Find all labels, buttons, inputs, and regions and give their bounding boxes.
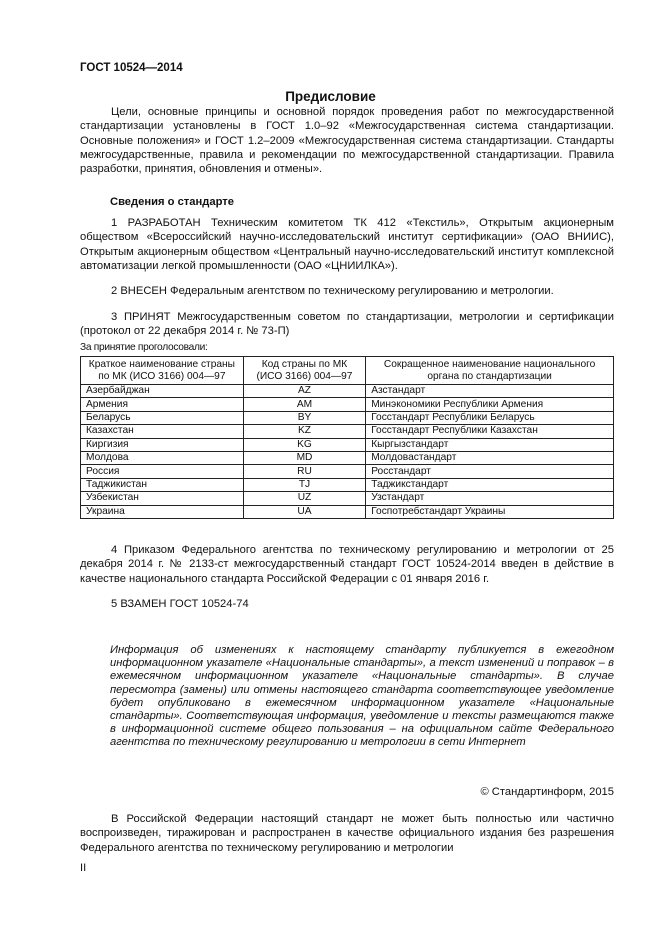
reproduction-notice: В Российской Федерации настоящий стандарт не может быть полностью или частично воспроизведен, тиражирован и распространен в качестве официального издания без разрешения Федерального агентства по техническому регулированию и метрологии [80, 813, 614, 854]
standards-body: Госстандарт Республики Беларусь [366, 411, 614, 424]
foreword-title: Предисловие [285, 89, 376, 104]
header-country-code: Код страны по МК (ИСО 3166) 004—97 [243, 357, 365, 385]
country-name: Азербайджан [81, 385, 244, 398]
votes-caption: За принятие проголосовали: [80, 342, 208, 353]
table-row [81, 438, 614, 451]
item-replaces: 5 ВЗАМЕН ГОСТ 10524-74 [111, 598, 249, 610]
country-code: KG [243, 438, 365, 451]
table-row [81, 385, 614, 398]
country-name: Россия [81, 465, 244, 478]
country-name: Узбекистан [81, 492, 244, 505]
country-code: AZ [243, 385, 365, 398]
table-row [81, 478, 614, 491]
country-code: UZ [243, 492, 365, 505]
item-introduced: 2 ВНЕСЕН Федеральным агентством по техническому регулированию и метрологии. [111, 285, 554, 297]
standards-body: Росстандарт [366, 465, 614, 478]
country-code: AM [243, 398, 365, 411]
standards-body: Молдовастандарт [366, 451, 614, 464]
item-enacted: 4 Приказом Федерального агентства по техническому регулированию и метрологии от 25 декабря 2014 г. № 2133-ст межгосударственный стандарт ГОСТ 10524-2014 введен в действие в качестве национального стандарта Российской Федерации с 01 января 2016 г. [80, 544, 614, 585]
header-standards-body: Сокращенное наименование национального органа по стандартизации [366, 357, 614, 385]
changes-notice: Информация об изменениях к настоящему стандарту публикуется в ежегодном информационном указателе «Национальные стандарты», а текст изменений и поправок – в ежемесячном информационном указателе «Национальные стандарты». В случае пересмотра (замены) или отмены настоящего стандарта соответствующее уведомление будет опубликовано в ежемесячном информационном указателе «Национальные стандарты». Соответствующая информация, уведомление и тексты размещаются также в информационной системе общего пользования – на официальном сайте Федерального агентства по техническому регулированию и метрологии в сети Интернет [110, 644, 614, 749]
table-row [81, 411, 614, 424]
table-row [81, 451, 614, 464]
country-code: TJ [243, 478, 365, 491]
country-name: Беларусь [81, 411, 244, 424]
country-code: KZ [243, 425, 365, 438]
doc-code: ГОСТ 10524—2014 [80, 62, 183, 74]
table-row [81, 505, 614, 518]
foreword-intro: Цели, основные принципы и основной порядок проведения работ по межгосударственной стандартизации установлены в ГОСТ 1.0–92 «Межгосударственная система стандартизации. Основные положения» и ГОСТ 1.2–2009 «Межгосударственная система стандартизации. Стандарты межгосударственные, правила и рекомендации по межгосударственной стандартизации. Правила разработки, принятия, обновления и отмены». [80, 106, 614, 176]
standards-body: Госпотребстандарт Украины [366, 505, 614, 518]
table-row [81, 492, 614, 505]
standards-body: Узстандарт [366, 492, 614, 505]
table-row [81, 465, 614, 478]
table-row [81, 398, 614, 411]
country-code: RU [243, 465, 365, 478]
table-row [81, 425, 614, 438]
standards-body: Минэкономики Республики Армения [366, 398, 614, 411]
page-number: II [80, 862, 87, 874]
standards-body: Госстандарт Республики Казахстан [366, 425, 614, 438]
country-code: BY [243, 411, 365, 424]
standards-body: Азстандарт [366, 385, 614, 398]
country-name: Армения [81, 398, 244, 411]
standard-info-heading: Сведения о стандарте [110, 196, 234, 208]
country-code: MD [243, 451, 365, 464]
votes-table-header-row [81, 357, 614, 385]
copyright: © Стандартинформ, 2015 [480, 786, 614, 798]
item-developed: 1 РАЗРАБОТАН Техническим комитетом ТК 412 «Текстиль», Открытым акционерным обществом «Всероссийский научно-исследовательский институт сертификации» (ОАО ВНИИС), Открытым акционерным обществом «Центральный научно-исследовательский институт комплексной автоматизации легкой промышленности (ОАО «ЦНИИЛКА»). [80, 217, 614, 272]
header-country-name: Краткое наименование страны по МК (ИСО 3166) 004—97 [81, 357, 244, 385]
country-code: UA [243, 505, 365, 518]
standards-body: Таджикстандарт [366, 478, 614, 491]
country-name: Киргизия [81, 438, 244, 451]
country-name: Таджикистан [81, 478, 244, 491]
country-name: Молдова [81, 451, 244, 464]
country-name: Украина [81, 505, 244, 518]
item-adopted: 3 ПРИНЯТ Межгосударственным советом по стандартизации, метрологии и сертификации (протокол от 22 декабря 2014 г. № 73-П) [80, 311, 614, 338]
votes-table [80, 356, 614, 519]
standards-body: Кыргызстандарт [366, 438, 614, 451]
country-name: Казахстан [81, 425, 244, 438]
